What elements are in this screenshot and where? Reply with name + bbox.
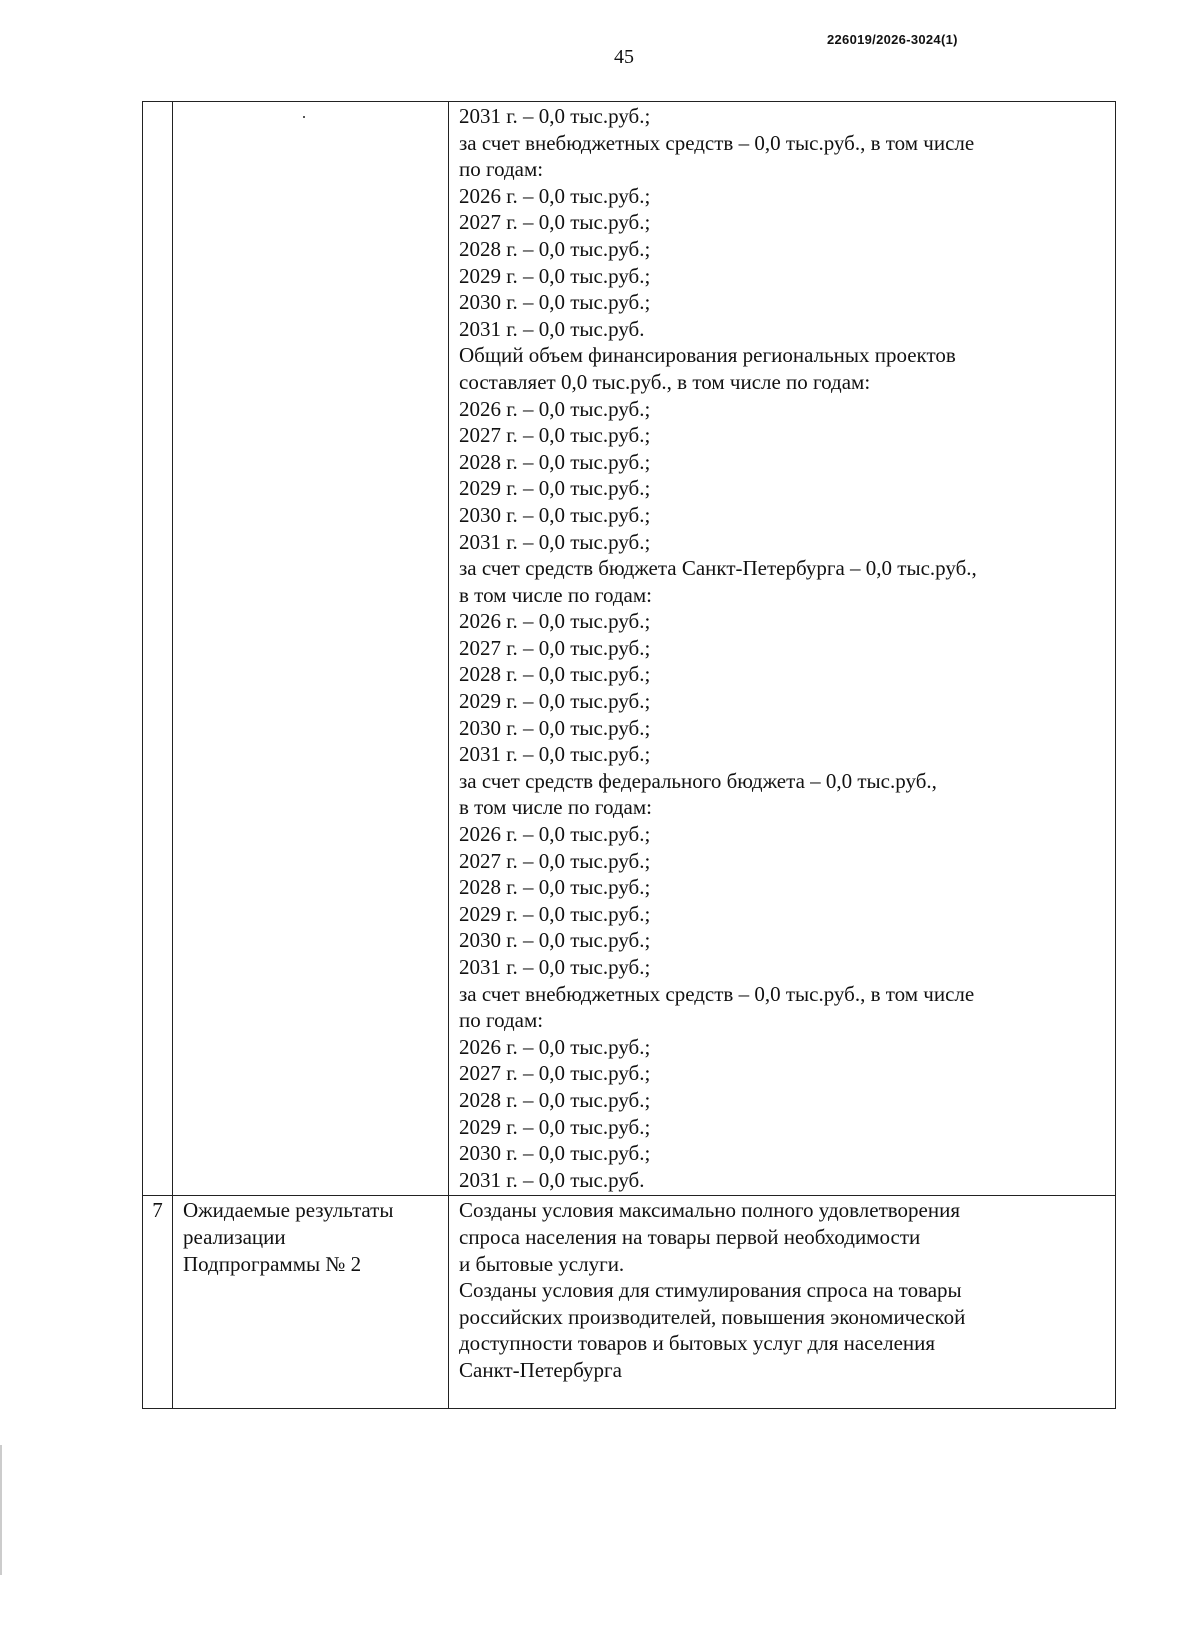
financing-line: за счет внебюджетных средств – 0,0 тыс.руб., в том числе	[459, 981, 975, 1006]
financing-line: 2031 г. – 0,0 тыс.руб.;	[459, 529, 651, 554]
financing-line: 2031 г. – 0,0 тыс.руб.	[459, 1167, 645, 1192]
scan-speck	[303, 116, 305, 118]
financing-line: 2027 г. – 0,0 тыс.руб.;	[459, 635, 651, 660]
result-line: доступности товаров и бытовых услуг для населения	[459, 1331, 936, 1356]
financing-line: 2031 г. – 0,0 тыс.руб.;	[459, 955, 651, 979]
row-name-line: реализации	[183, 1224, 286, 1249]
financing-line: по годам:	[459, 157, 544, 182]
financing-line: 2028 г. – 0,0 тыс.руб.;	[459, 236, 651, 261]
row-number-cell	[143, 102, 173, 1196]
financing-line: за счет средств бюджета Санкт-Петербурга – 0,0 тыс.руб.,	[459, 556, 977, 581]
financing-line: 2030 г. – 0,0 тыс.руб.;	[459, 502, 651, 527]
row-name-cell	[173, 1196, 449, 1408]
financing-line: за счет средств федерального бюджета – 0,0 тыс.руб.,	[459, 768, 937, 793]
financing-line: 2027 г. – 0,0 тыс.руб.;	[459, 210, 651, 235]
financing-line: 2029 г. – 0,0 тыс.руб.;	[459, 689, 651, 714]
result-line: Созданы условия максимально полного удовлетворения	[459, 1198, 961, 1223]
financing-line: 2027 г. – 0,0 тыс.руб.;	[459, 423, 651, 448]
financing-line: 2027 г. – 0,0 тыс.руб.;	[459, 1061, 651, 1086]
financing-line: 2028 г. – 0,0 тыс.руб.;	[459, 875, 651, 900]
financing-line: 2026 г. – 0,0 тыс.руб.;	[459, 396, 651, 421]
financing-line: 2030 г. – 0,0 тыс.руб.;	[459, 1141, 651, 1166]
financing-line: 2031 г. – 0,0 тыс.руб.	[459, 316, 645, 341]
document-registration-number: 226019/2026-3024(1)	[827, 32, 958, 47]
financing-line: 2030 г. – 0,0 тыс.руб.;	[459, 928, 651, 953]
financing-line: 2031 г. – 0,0 тыс.руб.;	[459, 742, 651, 767]
row-number-cell: 7	[143, 1196, 173, 1408]
financing-line: 2027 г. – 0,0 тыс.руб.;	[459, 848, 651, 873]
financing-line: составляет 0,0 тыс.руб., в том числе по годам:	[459, 369, 871, 394]
financing-line: 2028 г. – 0,0 тыс.руб.;	[459, 1087, 651, 1112]
financing-line: 2029 г. – 0,0 тыс.руб.;	[459, 1114, 651, 1139]
financing-line: в том числе по годам:	[459, 582, 652, 607]
scan-edge-shadow	[0, 1445, 2, 1575]
financing-line: 2026 г. – 0,0 тыс.руб.;	[459, 609, 651, 634]
table-row-expected-results	[143, 1196, 1116, 1408]
financing-line: 2029 г. – 0,0 тыс.руб.;	[459, 263, 651, 288]
financing-line: в том числе по годам:	[459, 795, 652, 820]
expected-results-cell	[449, 1196, 1116, 1408]
financing-line: 2028 г. – 0,0 тыс.руб.;	[459, 449, 651, 474]
result-line: Созданы условия для стимулирования спроса на товары	[459, 1278, 962, 1303]
page-number: 45	[614, 46, 634, 68]
financing-line: Общий объем финансирования региональных проектов	[459, 343, 956, 368]
result-line: и бытовые услуги.	[459, 1251, 625, 1276]
row-name-cell	[173, 102, 449, 1196]
result-line: российских производителей, повышения экономической	[459, 1304, 966, 1329]
financing-line: 2026 г. – 0,0 тыс.руб.;	[459, 183, 651, 208]
row-name-line: Подпрограммы № 2	[183, 1251, 362, 1276]
financing-line: за счет внебюджетных средств – 0,0 тыс.руб., в том числе	[459, 130, 975, 155]
financing-line: 2026 г. – 0,0 тыс.руб.;	[459, 1034, 651, 1059]
financing-line: 2029 г. – 0,0 тыс.руб.;	[459, 476, 651, 501]
passport-table	[142, 101, 1116, 1409]
financing-line: 2031 г. – 0,0 тыс.руб.;	[459, 104, 651, 128]
result-line: Санкт-Петербурга	[459, 1357, 622, 1382]
financing-line: 2030 г. – 0,0 тыс.руб.;	[459, 715, 651, 740]
financing-line: 2029 г. – 0,0 тыс.руб.;	[459, 901, 651, 926]
financing-line: 2028 г. – 0,0 тыс.руб.;	[459, 662, 651, 687]
table-row-continuation	[143, 102, 1116, 1196]
row-name-line: Ожидаемые результаты	[183, 1198, 394, 1223]
result-line: спроса населения на товары первой необходимости	[459, 1224, 921, 1249]
financing-line: 2030 г. – 0,0 тыс.руб.;	[459, 290, 651, 315]
financing-details-cell	[449, 102, 1116, 1196]
financing-line: 2026 г. – 0,0 тыс.руб.;	[459, 822, 651, 847]
financing-line: по годам:	[459, 1008, 544, 1033]
